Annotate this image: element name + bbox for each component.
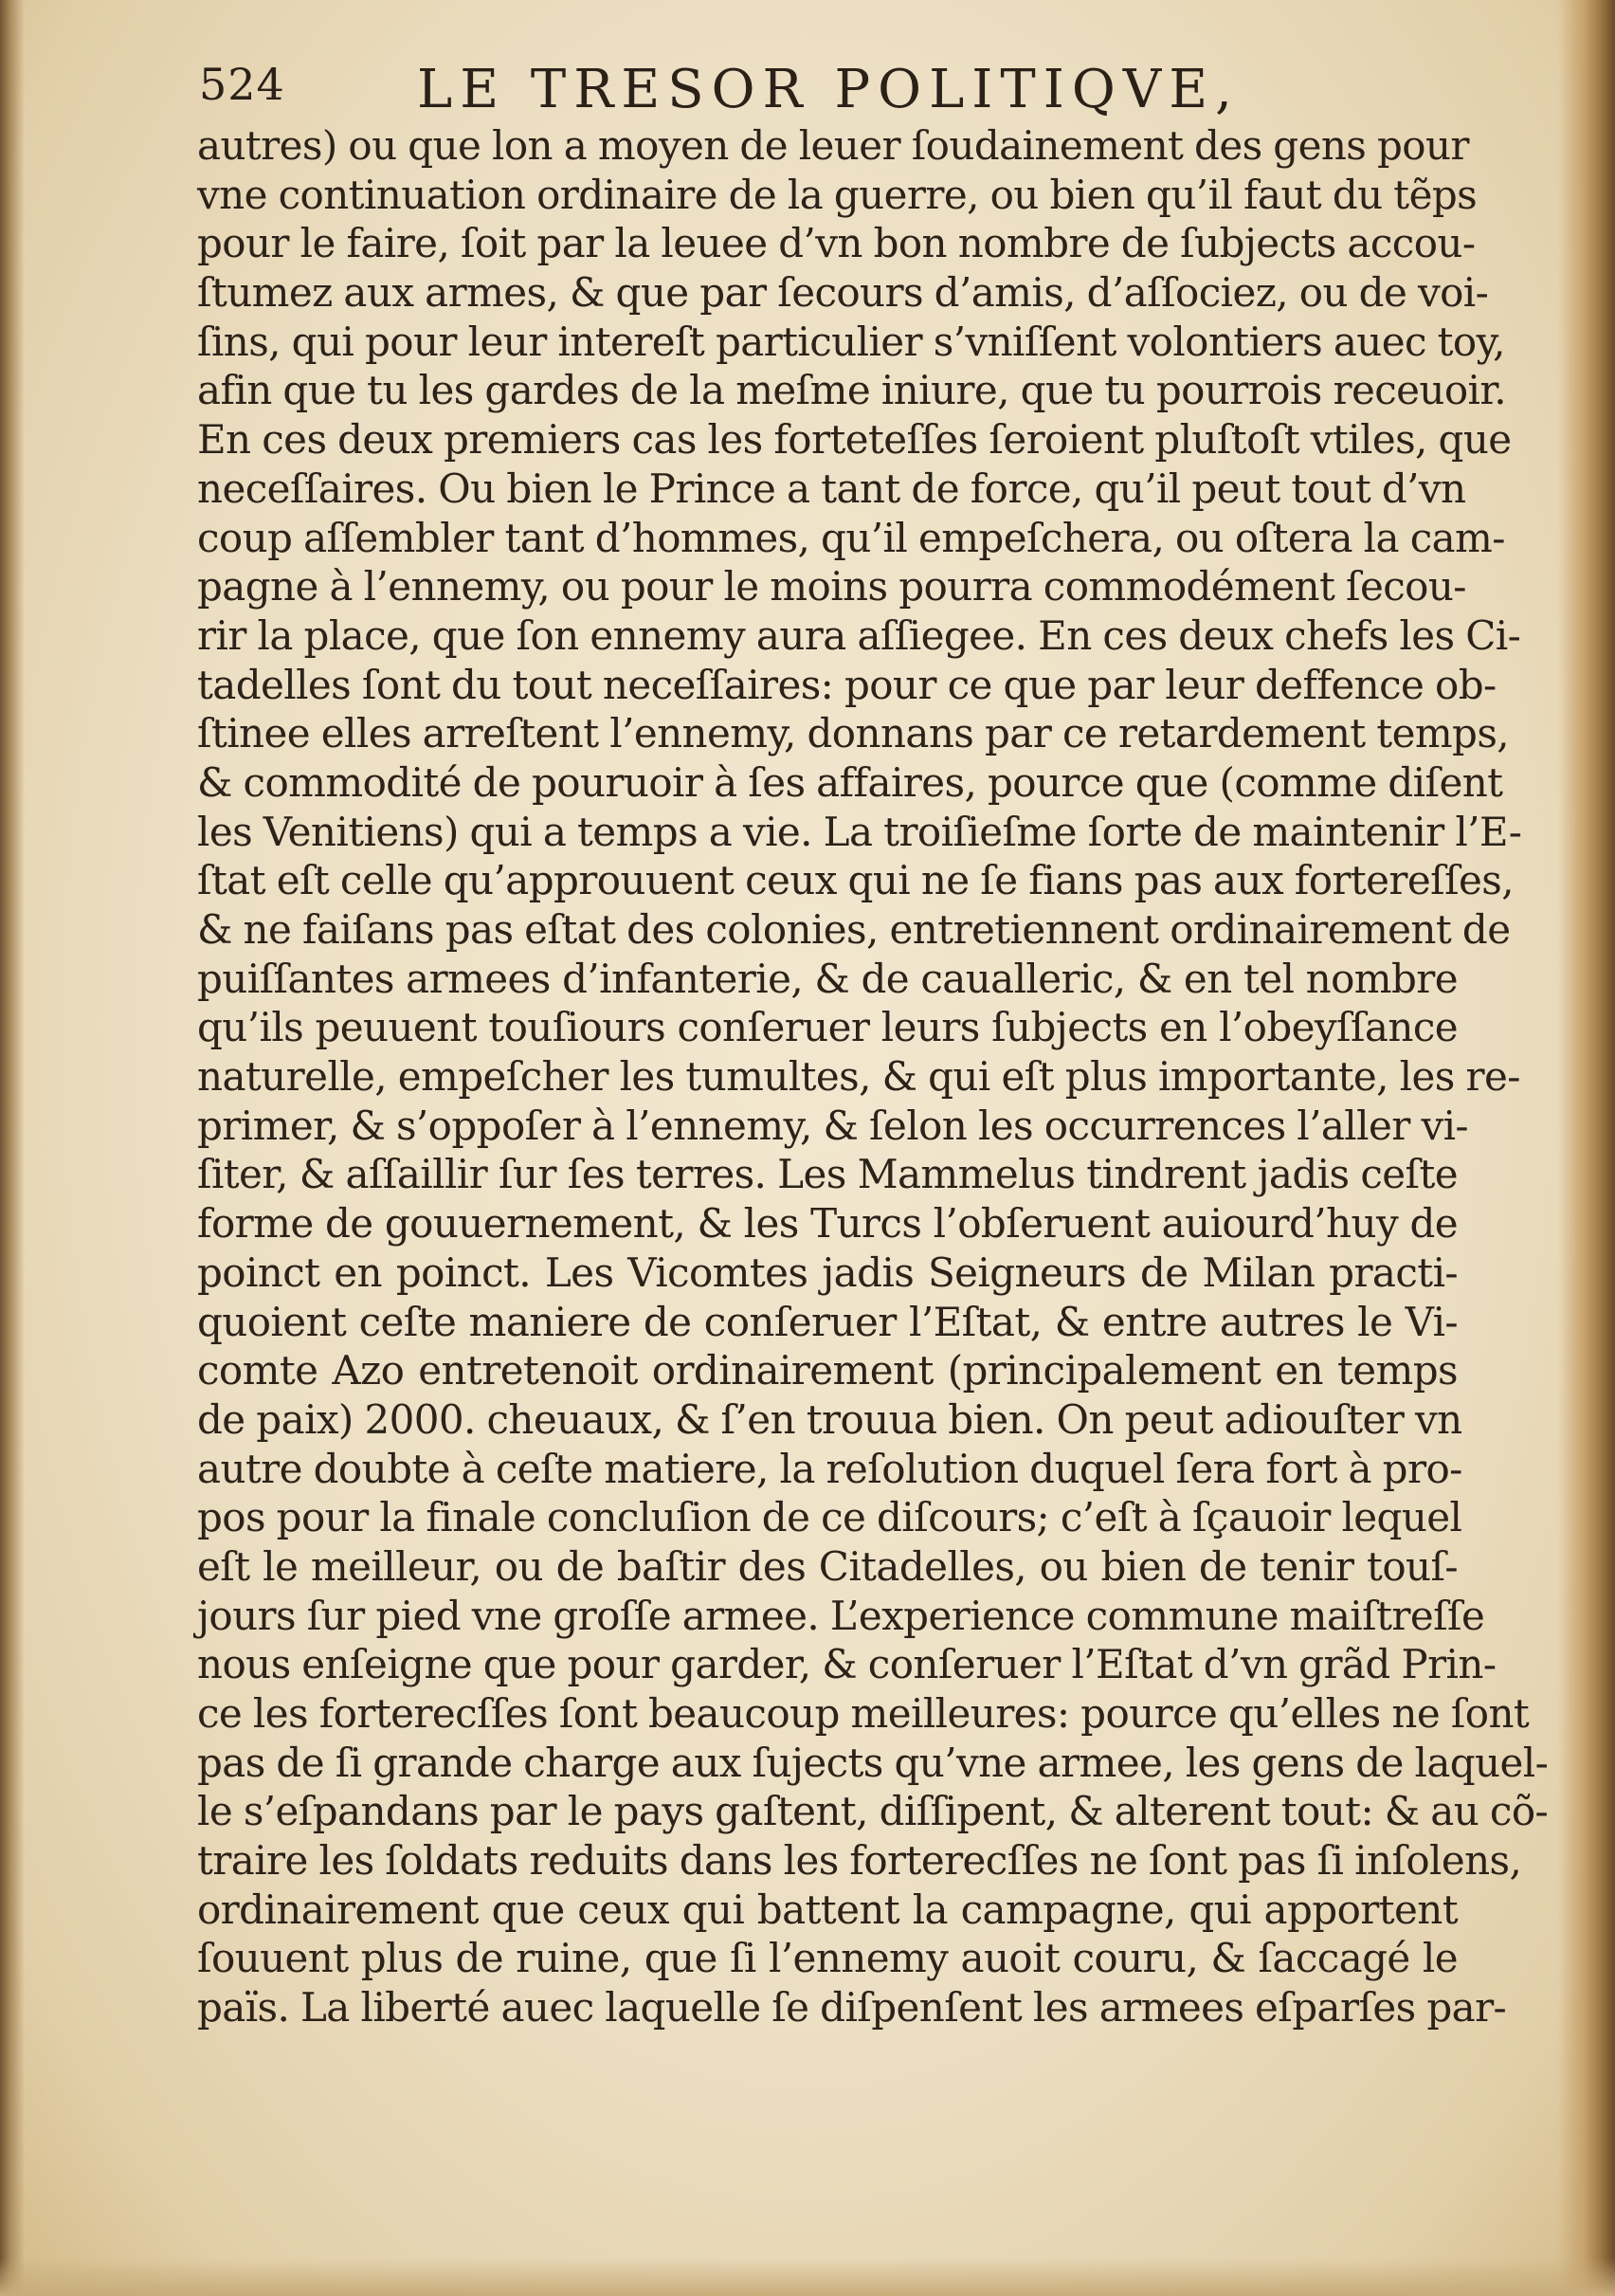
body-text bbox=[197, 121, 1549, 2032]
text-line: & ne faiſans pas eſtat des colonies, entretiennent ordinairement de bbox=[197, 906, 1511, 953]
text-line: eſt le meilleur, ou de baſtir des Citadelles, ou bien de tenir touſ- bbox=[197, 1542, 1458, 1590]
text-line: pas de ſi grande charge aux ſujects qu’vne armee, les gens de laquel- bbox=[197, 1739, 1549, 1786]
text-line: qu’ils peuuent touſiours conſeruer leurs ſubjects en l’obeyſſance bbox=[197, 1004, 1458, 1051]
text-line: quoient ceſte maniere de conſeruer l’Eſtat, & entre autres le Vi- bbox=[197, 1298, 1458, 1345]
text-line: nous enſeigne que pour garder, & conſeruer l’Eſtat d’vn grãd Prin- bbox=[197, 1641, 1497, 1688]
text-line: traire les ſoldats reduits dans les forterecſſes ne ſont pas ſi inſolens, bbox=[197, 1837, 1522, 1885]
text-line: ſouuent plus de ruine, que ſi l’ennemy auoit couru, & ſaccagé le bbox=[197, 1935, 1458, 1982]
page-bottom-edge bbox=[0, 2258, 1615, 2296]
text-line: ce les forterecſſes ſont beaucoup meilleures: pource qu’elles ne ſont bbox=[197, 1690, 1530, 1737]
text-line: païs. La liberté auec laquelle ſe diſpenſent les armees eſparſes par- bbox=[197, 1984, 1507, 2032]
text-line: jours ſur pied vne groſſe armee. L’experience commune maiſtreſſe bbox=[197, 1592, 1485, 1639]
text-line: pos pour la finale concluſion de ce diſcours; c’eſt à ſçauoir lequel bbox=[197, 1494, 1462, 1541]
text-line: vne continuation ordinaire de la guerre, ou bien qu’il faut du tẽps bbox=[197, 171, 1478, 218]
text-line: comte Azo entretenoit ordinairement (principalement en temps bbox=[197, 1347, 1458, 1394]
text-line: coup aſſembler tant d’hommes, qu’il empeſchera, ou oſtera la cam- bbox=[197, 514, 1505, 561]
text-line: ſtumez aux armes, & que par ſecours d’amis, d’aſſociez, ou de voi- bbox=[197, 269, 1489, 317]
text-line: forme de gouuernement, & les Turcs l’obſeruent auiourd’huy de bbox=[197, 1200, 1458, 1248]
text-line: ſtat eſt celle qu’approuuent ceux qui ne ſe fians pas aux fortereſſes, bbox=[197, 857, 1515, 904]
text-line: les Venitiens) qui a temps a vie. La troiſieſme ſorte de maintenir l’E- bbox=[197, 808, 1522, 855]
running-title: LE TRESOR POLITIQVE, bbox=[417, 59, 1240, 120]
text-line: naturelle, empeſcher les tumultes, & qui eſt plus importante, les re- bbox=[197, 1053, 1520, 1101]
text-line: afin que tu les gardes de la meſme iniure, que tu pourrois receuoir. bbox=[197, 367, 1506, 414]
text-line: autre doubte à ceſte matiere, la reſolution duquel ſera fort à pro- bbox=[197, 1445, 1462, 1492]
text-line: pagne à l’ennemy, ou pour le moins pourra commodément ſecou- bbox=[197, 563, 1466, 610]
text-line: primer, & s’oppoſer à l’ennemy, & ſelon les occurrences l’aller vi- bbox=[197, 1102, 1469, 1149]
text-line: ordinairement que ceux qui battent la campagne, qui apportent bbox=[197, 1886, 1458, 1933]
text-line: de paix) 2000. cheuaux, & ſ’en trouua bien. On peut adiouſter vn bbox=[197, 1395, 1462, 1443]
page-gutter-shadow bbox=[0, 0, 25, 2296]
text-line: puiſſantes armees d’infanterie, & de caualleric, & en tel nombre bbox=[197, 955, 1458, 1002]
page-number: 524 bbox=[199, 59, 285, 110]
text-line: & commodité de pouruoir à ſes affaires, pource que (comme diſent bbox=[197, 758, 1503, 806]
text-line: le s’eſpandans par le pays gaſtent, diſſipent, & alterent tout: & au cõ- bbox=[197, 1788, 1549, 1835]
text-line: pour le faire, ſoit par la leuee d’vn bon nombre de ſubjects accou- bbox=[197, 220, 1476, 267]
text-line: neceſſaires. Ou bien le Prince a tant de force, qu’il peut tout d’vn bbox=[197, 465, 1466, 512]
text-line: poinct en poinct. Les Vicomtes jadis Seigneurs de Milan practi- bbox=[197, 1248, 1458, 1296]
page-edge-stain bbox=[1558, 0, 1615, 2296]
text-line: autres) ou que lon a moyen de leuer ſoudainement des gens pour bbox=[197, 122, 1469, 169]
text-line: ſiter, & aſſaillir ſur ſes terres. Les Mammelus tindrent jadis ceſte bbox=[197, 1151, 1458, 1198]
page-header bbox=[199, 59, 1460, 125]
text-line: tadelles ſont du tout neceſſaires: pour ce que par leur deffence ob- bbox=[197, 661, 1497, 708]
text-line: ſins, qui pour leur intereſt particulier s’vniſſent volontiers auec toy, bbox=[197, 318, 1505, 365]
text-line: ſtinee elles arreſtent l’ennemy, donnans par ce retardement temps, bbox=[197, 710, 1510, 757]
text-line: rir la place, que ſon ennemy aura aſſiegee. En ces deux chefs les Ci- bbox=[197, 611, 1521, 659]
text-line: En ces deux premiers cas les forteteſſes ſeroient pluſtoſt vtiles, que bbox=[197, 416, 1512, 464]
